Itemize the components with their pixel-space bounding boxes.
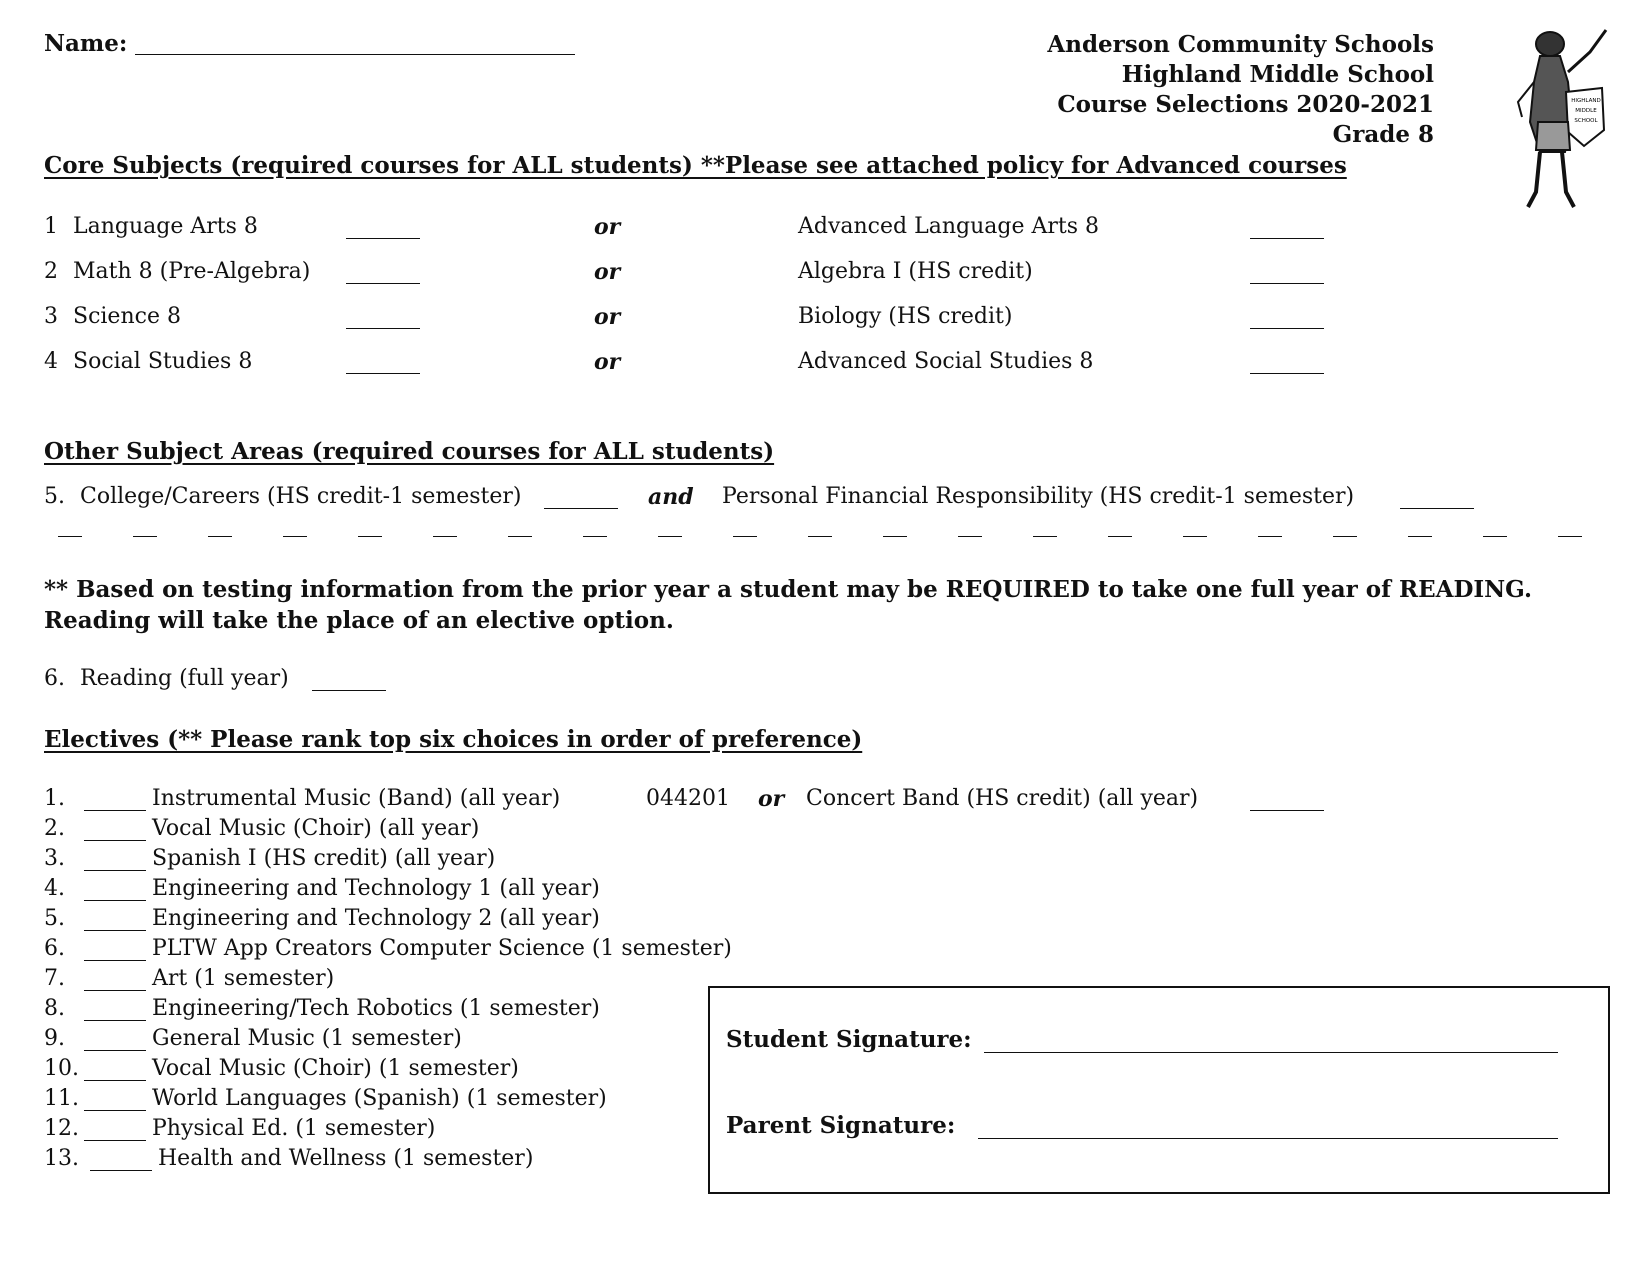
dash-segment: [808, 536, 832, 537]
dash-segment: [583, 536, 607, 537]
or-connector: or: [758, 786, 785, 812]
elective-name: Engineering and Technology 1 (all year): [152, 876, 600, 901]
elective-number: 13.: [44, 1146, 79, 1171]
elective-number: 5.: [44, 906, 65, 931]
elective-name: Engineering and Technology 2 (all year): [152, 906, 600, 931]
course-code: 044201: [646, 786, 730, 811]
dash-segment: [1033, 536, 1057, 537]
dash-segment: [283, 536, 307, 537]
other-alt-course: Personal Financial Responsibility (HS credit-1 semester): [722, 484, 1355, 509]
or-connector: or: [594, 349, 621, 375]
core-alt-course: Algebra I (HS credit): [798, 259, 1033, 284]
core-course: Science 8: [73, 304, 181, 329]
elective-name: Vocal Music (Choir) (1 semester): [152, 1056, 519, 1081]
elective-number: 9.: [44, 1026, 65, 1051]
elective-name: Instrumental Music (Band) (all year): [152, 786, 561, 811]
core-course-blank[interactable]: [346, 238, 420, 239]
elective-number: 11.: [44, 1086, 79, 1111]
core-course: Language Arts 8: [73, 214, 258, 239]
elective-name: General Music (1 semester): [152, 1026, 462, 1051]
core-row-number: 1: [44, 214, 58, 239]
core-course: Social Studies 8: [73, 349, 253, 374]
elective-number: 4.: [44, 876, 65, 901]
core-alt-course: Biology (HS credit): [798, 304, 1013, 329]
elective-rank-blank[interactable]: [84, 1110, 146, 1111]
core-course-blank[interactable]: [346, 283, 420, 284]
elective-name: World Languages (Spanish) (1 semester): [152, 1086, 607, 1111]
core-row-number: 3: [44, 304, 58, 329]
name-blank[interactable]: [135, 54, 575, 55]
dash-segment: [58, 536, 82, 537]
other-alt-blank[interactable]: [1400, 508, 1474, 509]
core-course: Math 8 (Pre-Algebra): [73, 259, 311, 284]
or-connector: or: [594, 259, 621, 285]
elective-number: 3.: [44, 846, 65, 871]
parent-signature-row: [726, 1112, 955, 1139]
core-alt-blank[interactable]: [1250, 373, 1324, 374]
grade-label: Grade 8: [1332, 121, 1434, 148]
core-row-number: 2: [44, 259, 58, 284]
other-row-number: 5.: [44, 484, 65, 509]
elective-name: PLTW App Creators Computer Science (1 semester): [152, 936, 732, 961]
student-signature-blank[interactable]: [984, 1052, 1558, 1053]
dash-segment: [1108, 536, 1132, 537]
dash-segment: [1258, 536, 1282, 537]
elective-rank-blank[interactable]: [84, 960, 146, 961]
form-title: Course Selections 2020-2021: [1057, 91, 1434, 118]
highlander-mascot-logo: [1510, 22, 1610, 212]
elective-number: 1.: [44, 786, 65, 811]
elective-rank-blank[interactable]: [84, 1020, 146, 1021]
elective-name: Health and Wellness (1 semester): [158, 1146, 534, 1171]
elective-rank-blank[interactable]: [84, 930, 146, 931]
logo-text-2: MIDDLE: [1575, 108, 1597, 114]
dash-segment: [1558, 536, 1582, 537]
name-label: Name:: [44, 30, 128, 57]
dash-segment: [1408, 536, 1432, 537]
elective-name: Physical Ed. (1 semester): [152, 1116, 436, 1141]
elective-number: 6.: [44, 936, 65, 961]
core-alt-blank[interactable]: [1250, 238, 1324, 239]
student-signature-row: [726, 1026, 972, 1053]
dash-segment: [658, 536, 682, 537]
core-alt-blank[interactable]: [1250, 328, 1324, 329]
parent-signature-blank[interactable]: [978, 1138, 1558, 1139]
elective-alt-blank[interactable]: [1250, 810, 1324, 811]
dash-segment: [133, 536, 157, 537]
core-alt-course: Advanced Social Studies 8: [798, 349, 1094, 374]
core-alt-blank[interactable]: [1250, 283, 1324, 284]
core-course-blank[interactable]: [346, 328, 420, 329]
or-connector: or: [594, 304, 621, 330]
elective-number: 8.: [44, 996, 65, 1021]
and-connector: and: [648, 484, 694, 510]
logo-text-3: SCHOOL: [1574, 118, 1598, 124]
name-field: [44, 30, 575, 57]
elective-name: Engineering/Tech Robotics (1 semester): [152, 996, 600, 1021]
student-signature-label: Student Signature:: [726, 1026, 972, 1053]
elective-rank-blank[interactable]: [84, 1080, 146, 1081]
dash-segment: [1183, 536, 1207, 537]
other-course: College/Careers (HS credit-1 semester): [80, 484, 522, 509]
core-alt-course: Advanced Language Arts 8: [798, 214, 1099, 239]
elective-rank-blank[interactable]: [84, 900, 146, 901]
elective-rank-blank[interactable]: [84, 840, 146, 841]
electives-heading: Electives (** Please rank top six choices in order of preference): [44, 726, 863, 753]
school-name: Highland Middle School: [1121, 61, 1434, 88]
dash-segment: [1333, 536, 1357, 537]
elective-rank-blank[interactable]: [84, 870, 146, 871]
dash-segment: [433, 536, 457, 537]
dash-segment: [883, 536, 907, 537]
dash-segment: [733, 536, 757, 537]
core-course-blank[interactable]: [346, 373, 420, 374]
elective-number: 10.: [44, 1056, 79, 1081]
elective-rank-blank[interactable]: [84, 1050, 146, 1051]
elective-1-alternative: [0, 786, 1650, 816]
dash-segment: [958, 536, 982, 537]
elective-rank-blank[interactable]: [84, 1140, 146, 1141]
dash-segment: [358, 536, 382, 537]
dashed-divider: [58, 536, 1578, 540]
or-connector: or: [594, 214, 621, 240]
dash-segment: [208, 536, 232, 537]
elective-name: Spanish I (HS credit) (all year): [152, 846, 496, 871]
elective-name: Vocal Music (Choir) (all year): [152, 816, 480, 841]
logo-text-1: HIGHLAND: [1571, 98, 1601, 104]
reading-blank[interactable]: [312, 690, 386, 691]
other-course-blank[interactable]: [544, 508, 618, 509]
elective-number: 12.: [44, 1116, 79, 1141]
core-subjects-heading: Core Subjects (required courses for ALL students) **Please see attached policy for Advanced courses: [44, 152, 1347, 179]
parent-signature-label: Parent Signature:: [726, 1112, 956, 1139]
elective-number: 7.: [44, 966, 65, 991]
school-header: [1047, 30, 1434, 150]
elective-number: 2.: [44, 816, 65, 841]
elective-rank-blank[interactable]: [90, 1170, 152, 1171]
reading-course: Reading (full year): [80, 666, 289, 691]
reading-row-number: 6.: [44, 666, 65, 691]
signature-box: [708, 986, 1610, 1194]
elective-alt-course: Concert Band (HS credit) (all year): [806, 786, 1199, 811]
district-name: Anderson Community Schools: [1047, 31, 1434, 58]
dash-segment: [508, 536, 532, 537]
elective-name: Art (1 semester): [152, 966, 335, 991]
elective-rank-blank[interactable]: [84, 990, 146, 991]
core-row-number: 4: [44, 349, 58, 374]
dash-segment: [1483, 536, 1507, 537]
other-subjects-heading: Other Subject Areas (required courses for ALL students): [44, 438, 775, 465]
reading-requirement-note: ** Based on testing information from the prior year a student may be REQUIRED to take one full year of READING. Reading will take the place of an elective option.: [44, 576, 1533, 634]
